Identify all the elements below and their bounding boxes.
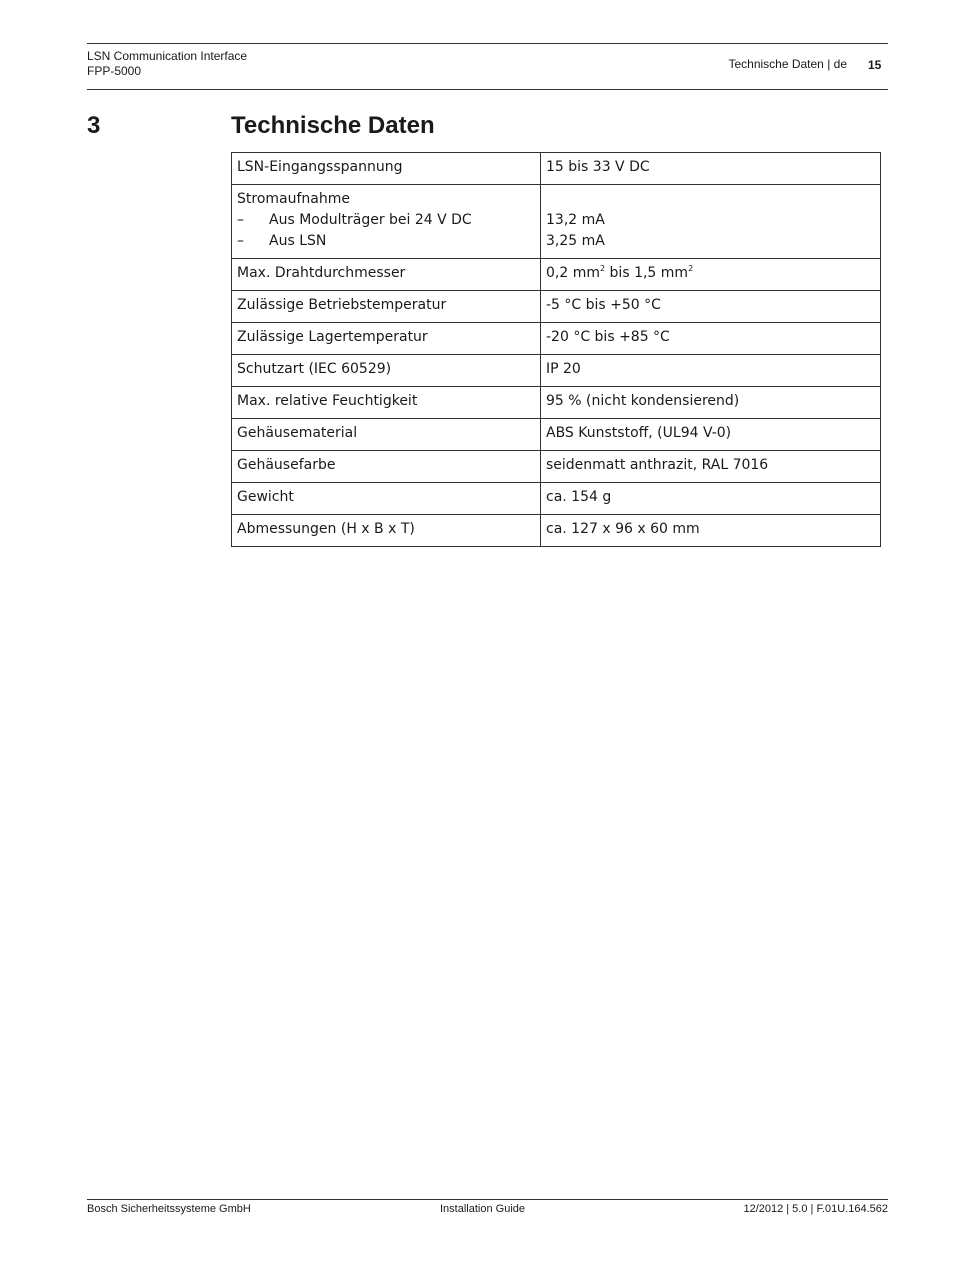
footer-company: Bosch Sicherheitssysteme GmbH bbox=[87, 1203, 251, 1215]
spec-value: 15 bis 33 V DC bbox=[541, 153, 881, 185]
spec-label: Gewicht bbox=[232, 483, 541, 515]
header-product bbox=[87, 49, 247, 79]
header-top-rule bbox=[87, 43, 888, 44]
page-number: 15 bbox=[868, 58, 882, 72]
footer-doc-type: Installation Guide bbox=[440, 1203, 525, 1215]
spec-value: ca. 154 g bbox=[541, 483, 881, 515]
spec-label: Stromaufnahme bbox=[237, 191, 350, 207]
footer-doc-info: 12/2012 | 5.0 | F.01U.164.562 bbox=[743, 1203, 888, 1215]
spec-sub-item bbox=[237, 210, 535, 231]
header-section: Technische Daten | de bbox=[728, 57, 847, 71]
spec-label: Max. relative Feuchtigkeit bbox=[232, 387, 541, 419]
spec-label: LSN-Eingangsspannung bbox=[232, 153, 541, 185]
dash-bullet: – bbox=[237, 233, 244, 249]
header-bottom-rule bbox=[87, 89, 888, 90]
spec-value-group bbox=[541, 185, 881, 259]
spec-value: ca. 127 x 96 x 60 mm bbox=[541, 515, 881, 547]
spec-sub-value: 3,25 mA bbox=[546, 233, 605, 249]
table-row bbox=[232, 387, 881, 419]
spec-value: ABS Kunststoff, (UL94 V-0) bbox=[541, 419, 881, 451]
dash-bullet: – bbox=[237, 212, 244, 228]
spec-label: Gehäusematerial bbox=[232, 419, 541, 451]
superscript: 2 bbox=[600, 264, 606, 273]
spec-label: Max. Drahtdurchmesser bbox=[232, 259, 541, 291]
superscript: 2 bbox=[688, 264, 694, 273]
table-row bbox=[232, 419, 881, 451]
spec-label: Zulässige Betriebstemperatur bbox=[232, 291, 541, 323]
spec-value: -5 °C bis +50 °C bbox=[541, 291, 881, 323]
chapter-title: Technische Daten bbox=[231, 112, 435, 139]
spec-label: Abmessungen (H x B x T) bbox=[232, 515, 541, 547]
technical-data-table bbox=[231, 152, 881, 547]
spec-value: -20 °C bis +85 °C bbox=[541, 323, 881, 355]
table-row bbox=[232, 515, 881, 547]
table-row bbox=[232, 153, 881, 185]
table-row bbox=[232, 451, 881, 483]
spec-value: seidenmatt anthrazit, RAL 7016 bbox=[541, 451, 881, 483]
spec-value-part: 0,2 mm bbox=[546, 265, 600, 281]
spec-value: IP 20 bbox=[541, 355, 881, 387]
spec-label-group bbox=[232, 185, 541, 259]
spec-sub-value: 13,2 mA bbox=[546, 212, 605, 228]
table-row bbox=[232, 259, 881, 291]
header-product-code: FPP-5000 bbox=[87, 64, 142, 78]
table-row bbox=[232, 355, 881, 387]
spec-label: Gehäusefarbe bbox=[232, 451, 541, 483]
spec-sub-item bbox=[237, 231, 535, 252]
spec-value-part: bis 1,5 mm bbox=[605, 265, 689, 281]
spec-label: Zulässige Lagertemperatur bbox=[232, 323, 541, 355]
spec-label: Schutzart (IEC 60529) bbox=[232, 355, 541, 387]
chapter-number: 3 bbox=[87, 112, 101, 139]
table-row bbox=[232, 483, 881, 515]
table-row bbox=[232, 185, 881, 259]
spec-value: 95 % (nicht kondensierend) bbox=[541, 387, 881, 419]
spec-value bbox=[541, 259, 881, 291]
footer-rule bbox=[87, 1199, 888, 1200]
spec-sub-label: Aus LSN bbox=[269, 233, 327, 249]
table-row bbox=[232, 291, 881, 323]
table-row bbox=[232, 323, 881, 355]
spec-sub-label: Aus Modulträger bei 24 V DC bbox=[269, 212, 472, 228]
header-product-name: LSN Communication Interface bbox=[87, 49, 248, 63]
